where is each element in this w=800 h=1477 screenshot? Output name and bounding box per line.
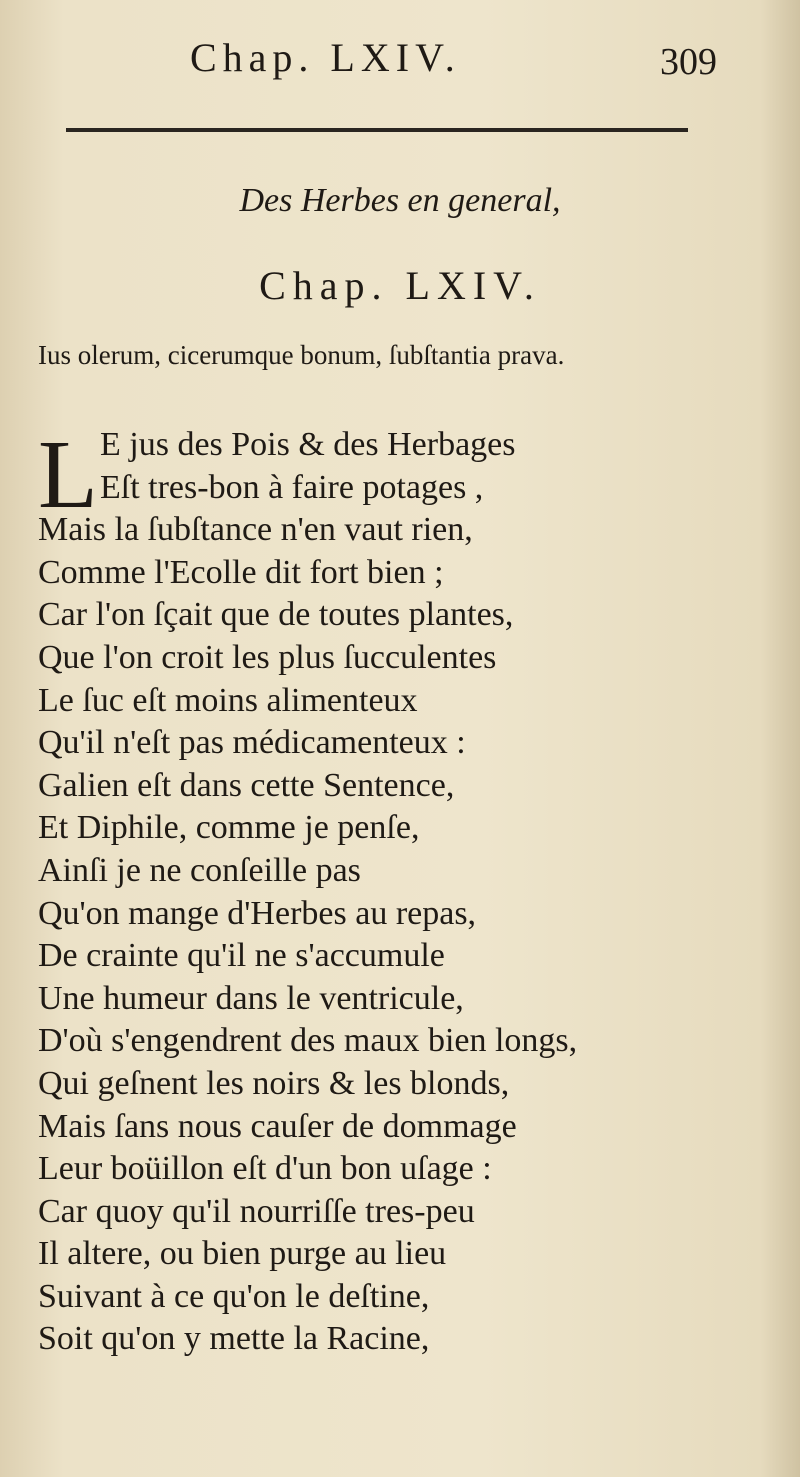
verse-line: Le ſuc eſt moins alimenteux (38, 681, 418, 719)
chapter-title: Chap. LXIV. (259, 263, 541, 308)
verse-line: Suivant à ce qu'on le deſtine, (38, 1277, 430, 1315)
running-head (0, 34, 800, 94)
header-rule (66, 128, 688, 132)
verse-line: De crainte qu'il ne s'accumule (38, 937, 445, 975)
running-title: Chap. LXIV. (190, 35, 461, 80)
verse-line: Car l'on ſçait que de toutes plantes, (38, 596, 514, 634)
latin-epigraph: Ius olerum, cicerumque bonum, ſubſtantia prava. (38, 340, 565, 370)
verse-line: Comme l'Ecolle dit fort bien ; (38, 553, 444, 591)
verse-line: Galien eſt dans cette Sentence, (38, 766, 455, 804)
verse-line: Mais ſans nous cauſer de dommage (38, 1107, 517, 1145)
verse-line: Qu'il n'eſt pas médicamenteux : (38, 724, 466, 762)
verse-line: Il altere, ou bien purge au lieu (38, 1235, 447, 1273)
verse-line: Mais la ſubſtance n'en vaut rien, (38, 511, 473, 549)
verse-line: E jus des Pois & des Herbages (100, 426, 516, 463)
section-title: Des Herbes en general, (239, 182, 561, 219)
verse-line: Que l'on croit les plus ſucculentes (38, 638, 497, 676)
verse-line: Car quoy qu'il nourriſſe tres-peu (38, 1192, 475, 1230)
verse-line: Leur boüillon eſt d'un bon uſage : (38, 1150, 492, 1188)
verse-line: D'où s'engendrent des maux bien longs, (38, 1022, 578, 1060)
verse-line: Qui geſnent les noirs & les blonds, (38, 1064, 510, 1102)
page-number: 309 (660, 41, 717, 83)
poem (38, 421, 778, 1361)
verse-line: Eſt tres-bon à faire potages , (100, 468, 484, 506)
verse-line: Une humeur dans le ventricule, (38, 979, 464, 1017)
verse-line: Ainſi je ne conſeille pas (38, 851, 361, 889)
verse-line: Qu'on mange d'Herbes au repas, (38, 894, 477, 932)
verse-line: Et Diphile, comme je penſe, (38, 809, 420, 847)
drop-cap: L (38, 421, 98, 529)
verse-line: Soit qu'on y mette la Racine, (38, 1320, 430, 1358)
